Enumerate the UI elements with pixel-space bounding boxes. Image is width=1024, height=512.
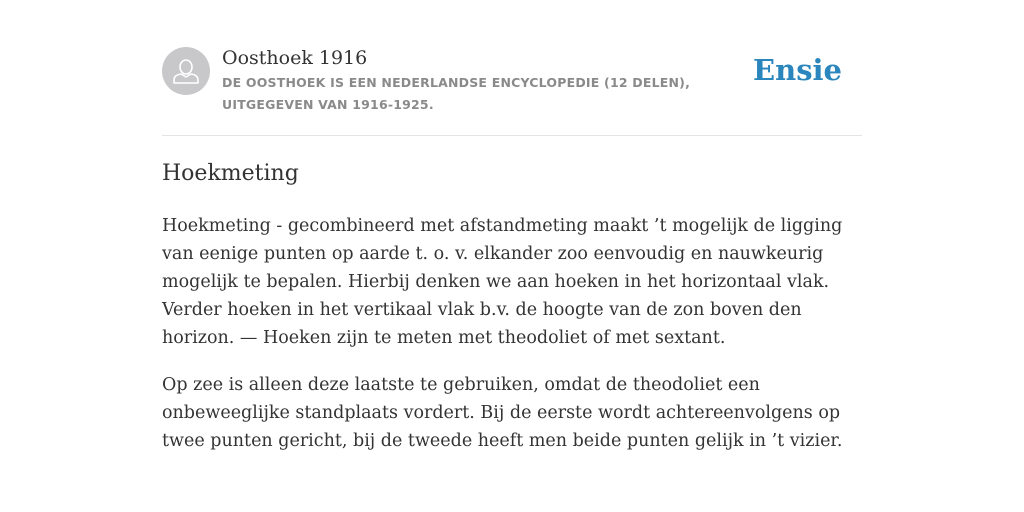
brand-logo[interactable]: Ensie [753, 53, 842, 87]
source-title[interactable]: Oosthoek 1916 [222, 47, 368, 69]
source-description: DE OOSTHOEK IS EEN NEDERLANDSE ENCYCLOPEDIE (12 DELEN), UITGEGEVEN VAN 1916-1925. [222, 75, 691, 112]
article-paragraph: Hoekmeting - gecombineerd met afstandmeting maakt ’t mogelijk de ligging van eenige punten op aarde t. o. v. elkander zoo eenvoudig en nauwkeurig mogelijk te bepalen. Hierbij denken we aan hoeken in het horizontaal vlak. Verder hoeken in het vertikaal vlak b.v. de hoogte van de zon boven den horizon. — Hoeken zijn te meten met theodoliet of met sextant. [162, 216, 843, 348]
article-title: Hoekmeting [162, 161, 299, 186]
article-body [162, 212, 862, 474]
article-paragraph: Op zee is alleen deze laatste te gebruiken, omdat de theodoliet een onbeweeglijke standplaats vordert. Bij de eerste wordt achtereenvolgens op twee punten gericht, bij de tweede heeft men beide punten gelijk in ’t vizier. [162, 375, 843, 451]
avatar[interactable] [162, 47, 210, 95]
header-divider [162, 135, 862, 136]
user-icon [162, 47, 210, 95]
source-header [162, 44, 862, 136]
